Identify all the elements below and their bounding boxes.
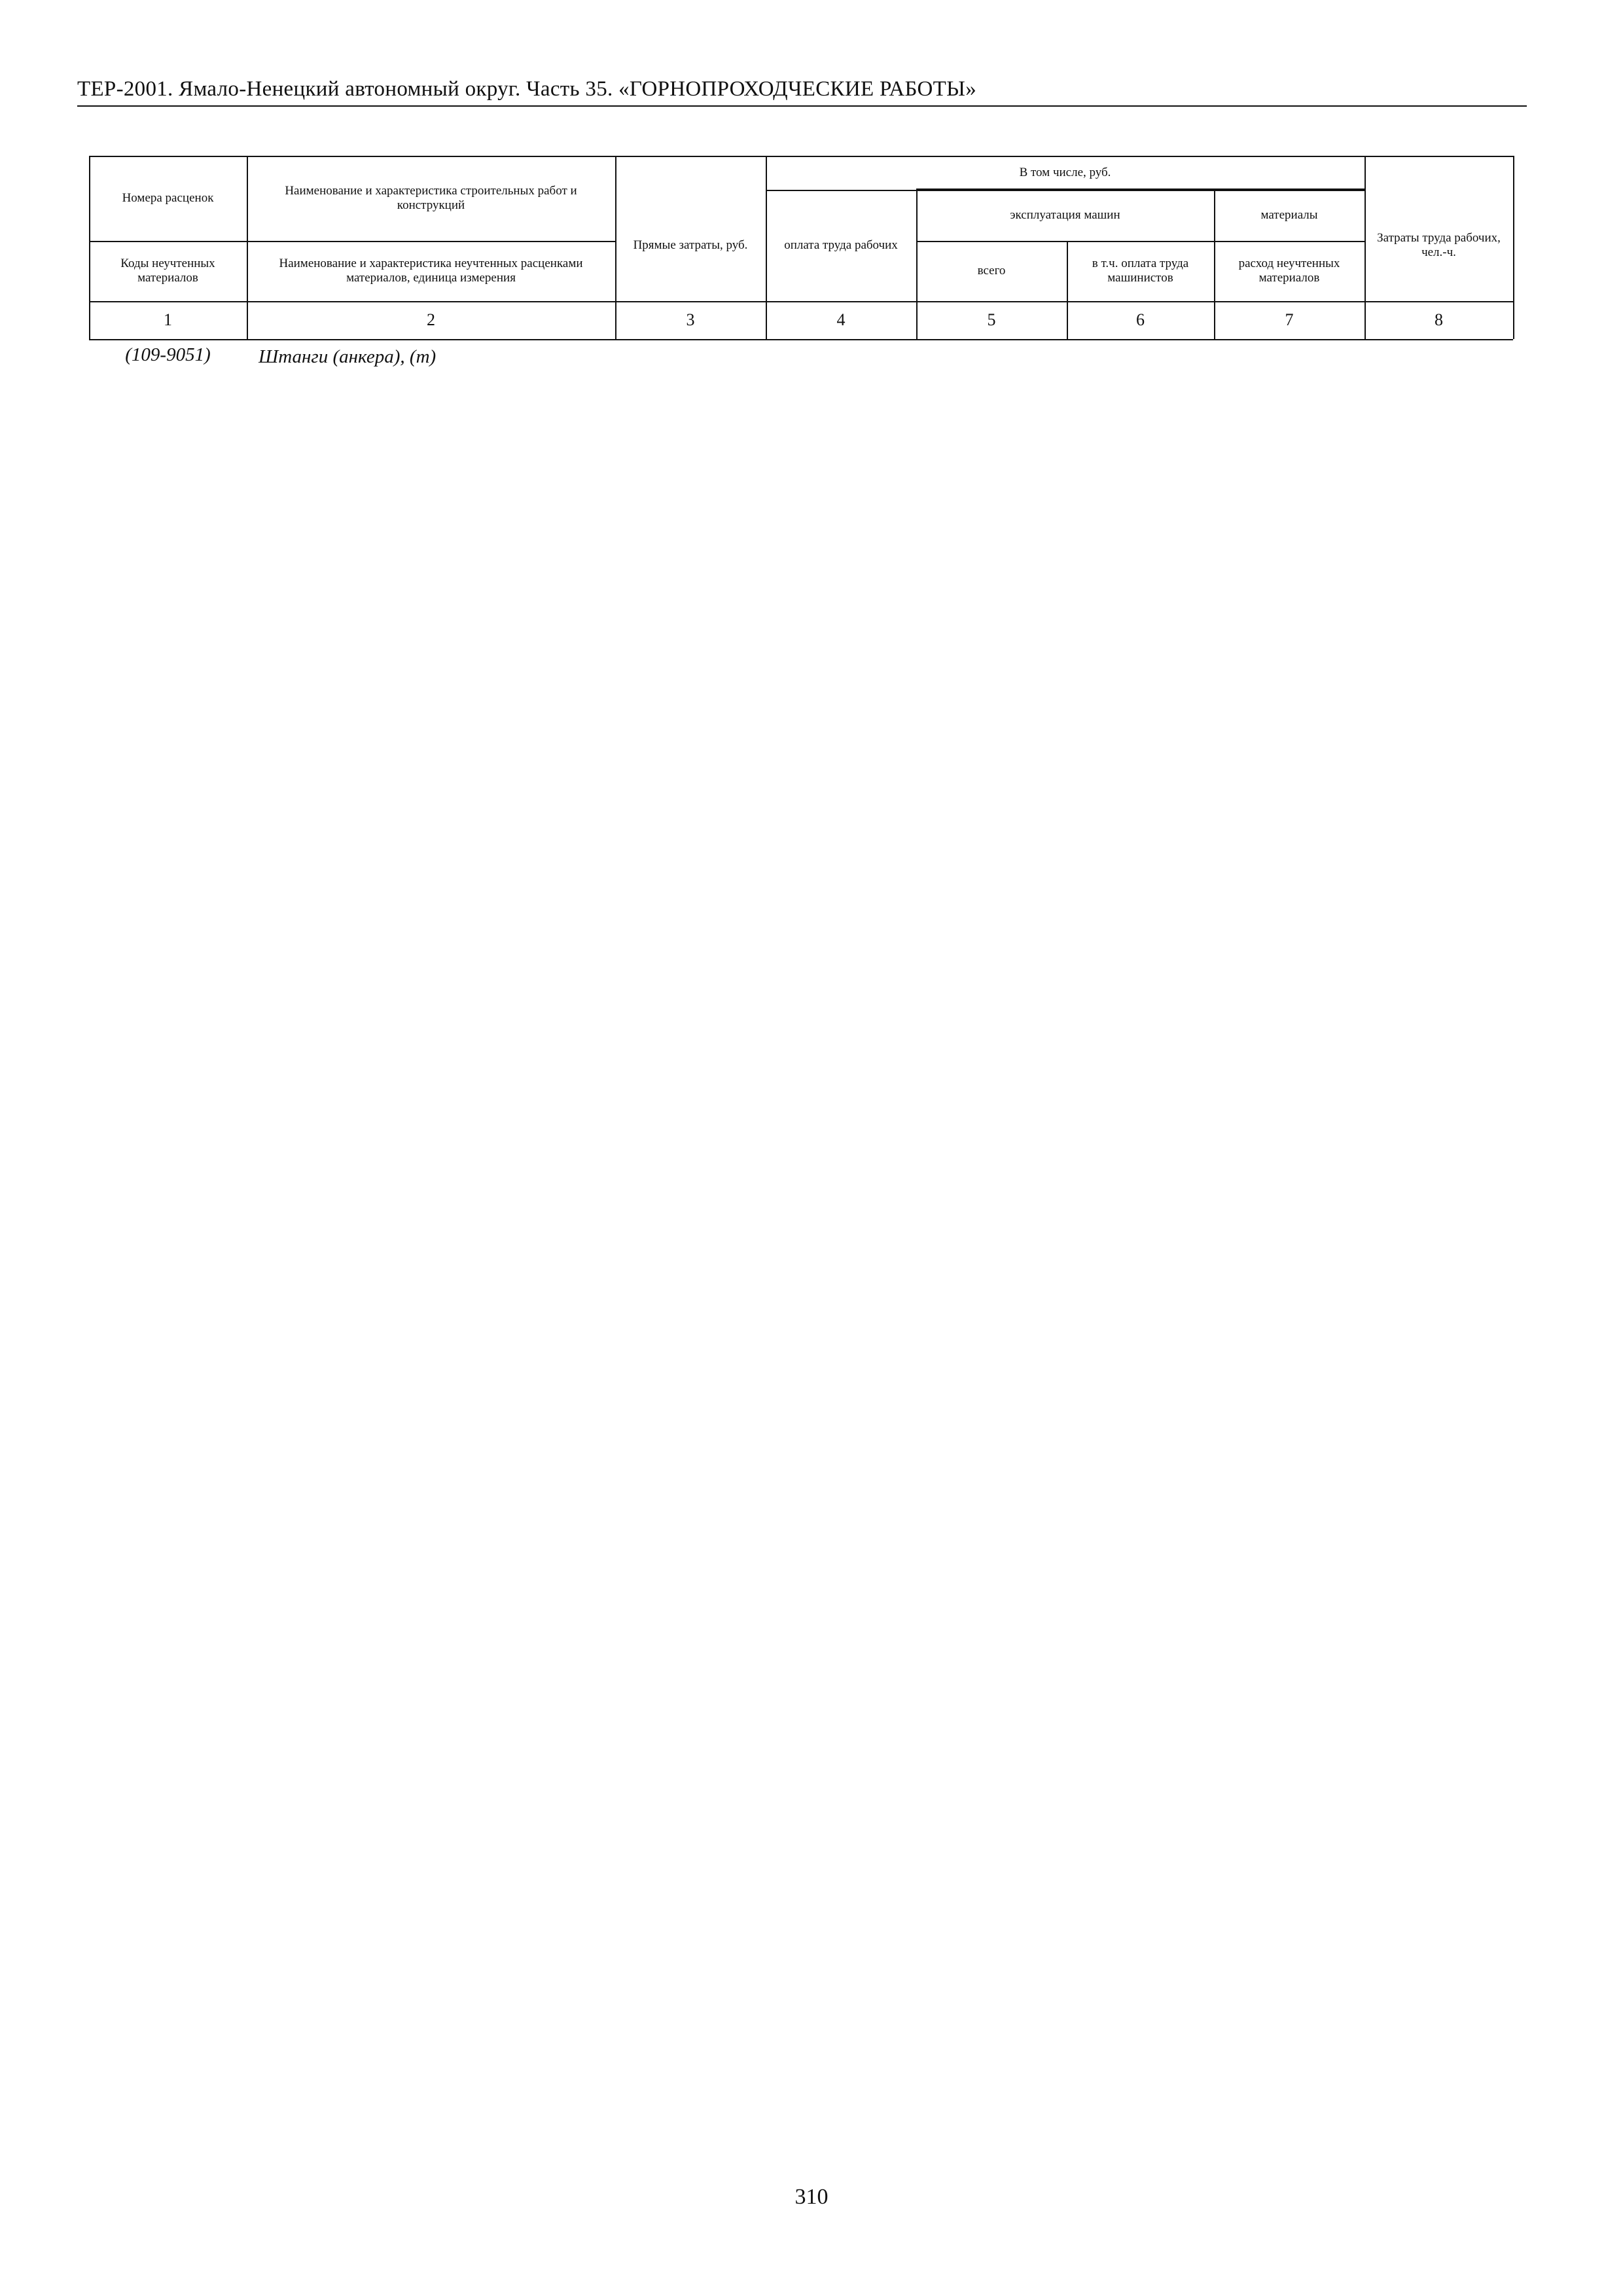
column-number: 1 (164, 310, 172, 329)
col-direct-costs: Прямые затраты, руб. (633, 238, 748, 252)
column-number: 8 (1435, 310, 1443, 329)
column-number: 4 (836, 310, 846, 329)
running-header: ТЕР-2001. Ямало-Ненецкий автономный округ. Часть 35. «ГОРНОПРОХОДЧЕСКИЕ РАБОТЫ» (77, 77, 977, 101)
column-number: 5 (987, 310, 996, 329)
col-unaccounted: расход неучтенных материалов (1238, 257, 1340, 285)
column-number: 6 (1136, 310, 1145, 329)
numbers-rule-bottom (89, 339, 1513, 340)
header-rule-bottom (89, 301, 1513, 302)
col-operators-pay: в т.ч. оплата труда машинистов (1092, 257, 1189, 285)
material-code: (109-9051) (125, 344, 211, 365)
column-number: 2 (427, 310, 435, 329)
page-number: 310 (794, 2185, 829, 2209)
col-machine-ops: эксплуатация машин (1010, 208, 1120, 222)
material-name: Штанги (анкера), (т) (259, 346, 437, 367)
col-material-name: Наименование и характеристика неучтенных расценками материалов, единица измерения (279, 257, 583, 285)
col-material-codes: Коды неучтенных материалов (120, 257, 215, 285)
column-number: 7 (1285, 310, 1294, 329)
col-rates-numbers: Номера расценок (122, 191, 214, 205)
col-labor-costs: Затраты труда рабочих, чел.-ч. (1377, 231, 1501, 259)
col-materials: материалы (1260, 208, 1318, 222)
column-number: 3 (686, 310, 695, 329)
col-including: В том числе, руб. (1019, 166, 1111, 179)
col-labor-pay: оплата труда рабочих (784, 238, 898, 252)
header-rule (77, 105, 1527, 107)
header-col-rule (1513, 156, 1514, 339)
col-work-name: Наименование и характеристика строительных работ и конструкций (285, 184, 577, 212)
col-total: всего (977, 264, 1006, 278)
